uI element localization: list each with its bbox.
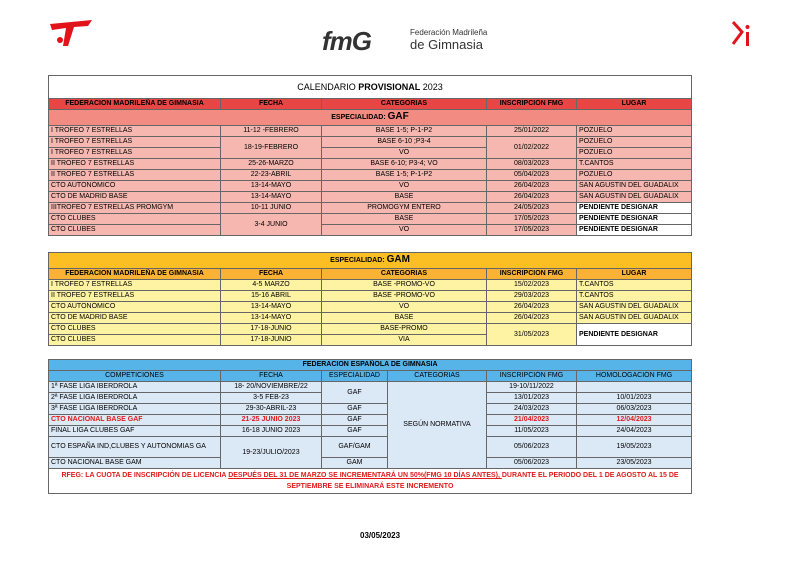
col-header-registration: INSCRIPCIÓN FMG (487, 371, 577, 382)
event-registration: 25/01/2022 (487, 126, 577, 137)
event-category: VIA (322, 335, 487, 346)
event-date: 13-14-MAYO (221, 181, 322, 192)
event-name: CTO CLUBES (49, 335, 221, 346)
event-registration: 08/03/2023 (487, 159, 577, 170)
event-registration: 24/05/2023 (487, 203, 577, 214)
col-header-place: LUGAR (577, 99, 692, 110)
event-registration: 26/04/2023 (487, 313, 577, 324)
event-category: BASE -PROMO-VO (322, 291, 487, 302)
event-date: 3-4 JUNIO (221, 214, 322, 236)
event-registration: 15/02/2023 (487, 280, 577, 291)
event-category: VO (322, 148, 487, 159)
federation-mark-icon (730, 18, 754, 50)
event-registration: 13/01/2023 (487, 393, 577, 404)
document-date: 03/05/2023 (360, 531, 401, 540)
event-registration: 29/03/2023 (487, 291, 577, 302)
event-date: 4-5 MARZO (221, 280, 322, 291)
event-place: SAN AGUSTIN DEL GUADALIX (577, 313, 692, 324)
event-speciality: GAM (322, 458, 388, 469)
event-name: CTO AUTONÓMICO (49, 302, 221, 313)
event-name: I TROFEO 7 ESTRELLAS (49, 280, 221, 291)
event-homologation: 06/03/2023 (577, 404, 692, 415)
table-row (49, 458, 692, 469)
event-name: IIITROFEO 7 ESTRELLAS PROMGYM (49, 203, 221, 214)
brand-line-2: de Gimnasia (410, 37, 483, 52)
event-homologation: 10/01/2023 (577, 393, 692, 404)
calendar-title (49, 76, 692, 99)
event-date: 3-5 FEB-23 (221, 393, 322, 404)
event-category: BASE (322, 192, 487, 203)
fmg-brand-short: fmG (322, 26, 371, 56)
event-place: SAN AGUSTIN DEL GUADALIX (577, 192, 692, 203)
table-row (49, 324, 692, 335)
event-registration: 05/04/2023 (487, 170, 577, 181)
event-date: 16-18 JUNIO 2023 (221, 426, 322, 437)
event-speciality: GAF/GAM (322, 437, 388, 458)
note-part-b: DESPUÉS DEL 31 DE MARZO SE INCREMENTARÁ UN 50%(FMG 10 DÍAS ANTES), (228, 472, 502, 479)
event-registration: 26/04/2023 (487, 181, 577, 192)
event-registration: 17/05/2023 (487, 214, 577, 225)
col-header-date: FECHA (221, 99, 322, 110)
event-homologation: 12/04/2023 (577, 415, 692, 426)
table-row (49, 137, 692, 148)
event-name: 1ª FASE LIGA IBERDROLA (49, 382, 221, 393)
event-place: T.CANTOS (577, 280, 692, 291)
event-name: CTO AUTONÓMICO (49, 181, 221, 192)
event-category: VO (322, 302, 487, 313)
table-row (49, 225, 692, 236)
event-category: BASE 1-5; P-1-P2 (322, 170, 487, 181)
event-date: 18-19-FEBRERO (221, 137, 322, 159)
event-place: PENDIENTE DESIGNAR (577, 214, 692, 225)
event-place: PENDIENTE DESIGNAR (577, 225, 692, 236)
event-name: I TROFEO 7 ESTRELLAS (49, 126, 221, 137)
event-place: POZUELO (577, 148, 692, 159)
event-homologation: 19/05/2023 (577, 437, 692, 458)
event-category: BASE 6-10; P3-4; VO (322, 159, 487, 170)
event-name: CTO CLUBES (49, 214, 221, 225)
col-header-speciality: ESPECIALIDAD (322, 371, 388, 382)
event-homologation: 24/04/2023 (577, 426, 692, 437)
table-row (49, 159, 692, 170)
event-category: BASE -PROMO-VO (322, 280, 487, 291)
speciality-label: ESPECIALIDAD: (331, 114, 388, 121)
col-header-categories: CATEGORIAS (322, 99, 487, 110)
event-speciality: GAF (322, 426, 388, 437)
brand-line-1: Federación Madrileña (410, 28, 488, 37)
event-name: CTO NACIONAL BASE GAF (49, 415, 221, 426)
gaf-calendar-table (48, 75, 692, 236)
table-row (49, 291, 692, 302)
event-name: CTO DE MADRID BASE (49, 313, 221, 324)
col-header-federation: FEDERACION MADRILEÑA DE GIMNASIA (49, 269, 221, 280)
event-homologation: 23/05/2023 (577, 458, 692, 469)
table-row (49, 313, 692, 324)
col-header-registration: INSCRIPCION FMG (487, 269, 577, 280)
event-registration: 11/05/2023 (487, 426, 577, 437)
event-date: 17-18-JUNIO (221, 335, 322, 346)
event-category: BASE-PROMO (322, 324, 487, 335)
event-category: BASE 6-10 ;P3-4 (322, 137, 487, 148)
table-row (49, 302, 692, 313)
col-header-federation: FEDERACION MADRILEÑA DE GIMNASIA (49, 99, 221, 110)
event-place: T.CANTOS (577, 291, 692, 302)
event-date: 19-23/JULIO/2023 (221, 437, 322, 469)
event-registration: 21/04/2023 (487, 415, 577, 426)
table-row (49, 203, 692, 214)
table-row (49, 214, 692, 225)
col-header-registration: INSCRIPCIÓN FMG (487, 99, 577, 110)
event-category: VO (322, 225, 487, 236)
event-category: BASE (322, 214, 487, 225)
speciality-name: GAF (387, 111, 409, 122)
event-name: II TROFEO 7 ESTRELLAS (49, 170, 221, 181)
col-header-date: FECHA (221, 371, 322, 382)
col-header-place: LUGAR (577, 269, 692, 280)
col-header-date: FECHA (221, 269, 322, 280)
event-name: CTO DE MADRID BASE (49, 192, 221, 203)
event-date: 22-23-ABRIL (221, 170, 322, 181)
speciality-label: ESPECIALIDAD: (330, 257, 387, 264)
event-registration: 26/04/2023 (487, 192, 577, 203)
event-name: CTO CLUBES (49, 324, 221, 335)
license-fee-note (49, 469, 692, 494)
event-name: I TROFEO 7 ESTRELLAS (49, 137, 221, 148)
event-place: POZUELO (577, 126, 692, 137)
event-name: CTO NACIONAL BASE GAM (49, 458, 221, 469)
col-header-competitions: COMPETICIONES (49, 371, 221, 382)
note-part-c: DURANTE EL PERIODO DEL 1 DE AGOSTO AL 15 DE SEPTIEMBRE SE ELIMINARÁ ESTE INCREMENTO (286, 472, 679, 490)
table-row (49, 181, 692, 192)
event-registration: 05/06/2023 (487, 437, 577, 458)
event-registration: 31/05/2023 (487, 324, 577, 346)
rfeg-calendar-table (48, 359, 692, 494)
event-registration: 01/02/2022 (487, 137, 577, 159)
table-row (49, 404, 692, 415)
title-emphasis: PROVISIONAL (358, 82, 421, 92)
title-prefix: CALENDARIO (297, 82, 359, 92)
table-row (49, 415, 692, 426)
event-place: SAN AGUSTIN DEL GUADALIX (577, 302, 692, 313)
event-name: FINAL LIGA CLUBES GAF (49, 426, 221, 437)
event-date: 17-18-JUNIO (221, 324, 322, 335)
event-category: BASE 1-5; P-1-P2 (322, 126, 487, 137)
fmg-logo (322, 22, 492, 58)
table-row (49, 437, 692, 458)
event-name: CTO ESPAÑA IND,CLUBES Y AUTONOMIAS GA (49, 437, 221, 458)
event-place: PENDIENTE DESIGNAR (577, 203, 692, 214)
event-name: 2ª FASE LIGA IBERDROLA (49, 393, 221, 404)
event-name: II TROFEO 7 ESTRELLAS (49, 291, 221, 302)
table-row (49, 126, 692, 137)
event-homologation (577, 382, 692, 393)
speciality-gaf (49, 110, 692, 126)
table-row (49, 382, 692, 393)
event-categories: SEGÚN NORMATIVA (388, 382, 487, 469)
event-date: 21-25 JUNIO 2023 (221, 415, 322, 426)
gymnast-logo-icon (48, 18, 94, 48)
table-row (49, 426, 692, 437)
event-registration: 19-10/11/2022 (487, 382, 577, 393)
event-date: 25-26-MARZO (221, 159, 322, 170)
event-speciality: GAF (322, 404, 388, 415)
event-date: 13-14-MAYO (221, 313, 322, 324)
event-name: I TROFEO 7 ESTRELLAS (49, 148, 221, 159)
event-date: 13-14-MAYO (221, 302, 322, 313)
event-place: POZUELO (577, 137, 692, 148)
speciality-gam (49, 253, 692, 269)
gam-calendar-table (48, 252, 692, 346)
event-category: BASE (322, 313, 487, 324)
event-name: 3ª FASE LIGA IBERDROLA (49, 404, 221, 415)
col-header-categories: CATEGORIAS (322, 269, 487, 280)
event-registration: 26/04/2023 (487, 302, 577, 313)
event-date: 11-12 -FEBRERO (221, 126, 322, 137)
table-row (49, 170, 692, 181)
event-name: II TROFEO 7 ESTRELLAS (49, 159, 221, 170)
event-registration: 05/06/2023 (487, 458, 577, 469)
speciality-name: GAM (386, 254, 410, 265)
event-name: CTO CLUBES (49, 225, 221, 236)
event-registration: 17/05/2023 (487, 225, 577, 236)
rfeg-title: FEDERACION ESPAÑOLA DE GIMNASIA (49, 360, 692, 371)
event-date: 29-30-ABRIL-23 (221, 404, 322, 415)
event-place: SAN AGUSTIN DEL GUADALIX (577, 181, 692, 192)
event-date: 15-16 ABRIL (221, 291, 322, 302)
event-category: PROMOGYM ENTERO (322, 203, 487, 214)
event-place: POZUELO (577, 170, 692, 181)
table-row (49, 192, 692, 203)
table-row (49, 280, 692, 291)
event-speciality: GAF (322, 382, 388, 404)
event-date: 10-11 JUNIO (221, 203, 322, 214)
col-header-categories: CATEGORIAS (388, 371, 487, 382)
table-row (49, 148, 692, 159)
event-place: T.CANTOS (577, 159, 692, 170)
event-registration: 24/03/2023 (487, 404, 577, 415)
event-place: PENDIENTE DESIGNAR (577, 324, 692, 346)
event-speciality: GAF (322, 415, 388, 426)
title-suffix: 2023 (420, 82, 443, 92)
event-category: VO (322, 181, 487, 192)
note-part-a: RFEG: LA CUOTA DE INSCRIPCIÓN DE LICENCIA (61, 472, 229, 479)
event-date: 13-14-MAYO (221, 192, 322, 203)
col-header-homologation: HOMOLOGACIÓN FMG (577, 371, 692, 382)
event-date: 18- 20/NOVIEMBRE/22 (221, 382, 322, 393)
